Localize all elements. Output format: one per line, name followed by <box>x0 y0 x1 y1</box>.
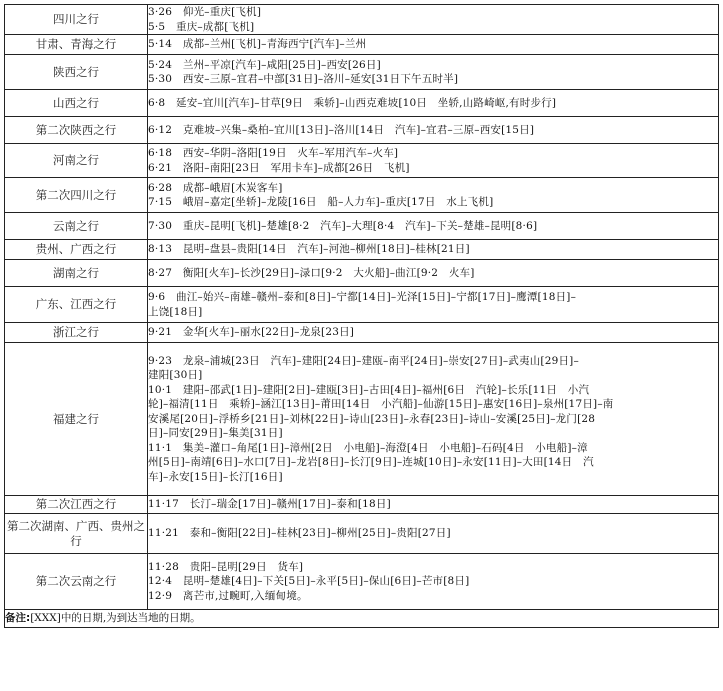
route-cell <box>148 178 719 213</box>
route-cell <box>148 514 719 554</box>
route-line: 9·23 龙泉–浦城[23日 汽车]–建阳[24日]–建瓯–南平[24日]–崇安[27日]–武夷山[29日]– <box>148 354 579 367</box>
route-line: 车]–永安[15日]–长汀[16日] <box>148 470 283 483</box>
route-line: 5·5 重庆–成都[飞机] <box>148 20 255 33</box>
route-line: 5·14 成都–兰州[飞机]–青海西宁[汽车]–兰州 <box>148 38 367 51</box>
route-line: 8·13 昆明–盘县–贵阳[14日 汽车]–河池–柳州[18日]–桂林[21日] <box>148 243 470 256</box>
itinerary-body <box>5 5 719 628</box>
itinerary-row <box>5 287 719 323</box>
route-line: 5·24 兰州–平凉[汽车]–咸阳[25日]–西安[26日] <box>148 58 381 71</box>
itinerary-row <box>5 35 719 55</box>
region-cell: 河南之行 <box>5 144 148 178</box>
route-cell <box>148 213 719 240</box>
route-cell <box>148 55 719 90</box>
route-line: 12·4 昆明–楚雄[4日]–下关[5日]–永平[5日]–保山[6日]–芒市[8日] <box>148 575 470 588</box>
region-cell: 广东、江西之行 <box>5 287 148 323</box>
route-line: 3·26 仰光–重庆[飞机] <box>148 6 262 18</box>
route-cell <box>148 90 719 117</box>
note-row <box>5 610 719 628</box>
route-cell <box>148 287 719 323</box>
route-line: 上饶[18日] <box>148 305 203 318</box>
route-line: 6·8 延安–宜川[汽车]–甘草[9日 乘轿]–山西克难坡[10日 坐轿,山路崎岖,有时步行] <box>148 96 557 109</box>
route-line: 11·1 集美–灌口–角尾[1日]–漳州[2日 小电船]–海澄[4日 小电船]–石码[4日 小电船]–漳 <box>148 441 588 454</box>
region-cell: 浙江之行 <box>5 323 148 343</box>
route-line: 8·27 衡阳[火车]–长沙[29日]–渌口[9·2 大火船]–曲江[9·2 火车] <box>148 266 475 279</box>
route-line: 日]–同安[29日]–集美[31日] <box>148 427 283 440</box>
route-line: 州[5日]–南靖[6日]–水口[7日]–龙岩[8日]–长汀[9日]–连城[10日]–永安[11日]–大田[14日 汽 <box>148 456 594 469</box>
note-label: 备注: <box>5 612 31 625</box>
region-cell: 第二次陕西之行 <box>5 117 148 144</box>
itinerary-row <box>5 260 719 287</box>
route-line: 12·9 离芒市,过畹町,入缅甸境。 <box>148 589 308 602</box>
note-cell <box>5 610 719 628</box>
region-cell: 陕西之行 <box>5 55 148 90</box>
itinerary-row <box>5 55 719 90</box>
route-cell <box>148 260 719 287</box>
itinerary-row <box>5 178 719 213</box>
region-cell: 四川之行 <box>5 5 148 35</box>
route-line: 9·21 金华[火车]–丽水[22日]–龙泉[23日] <box>148 326 355 339</box>
itinerary-table-wrapper <box>4 4 719 628</box>
itinerary-row <box>5 117 719 144</box>
region-cell: 福建之行 <box>5 343 148 496</box>
route-cell <box>148 554 719 610</box>
itinerary-row <box>5 323 719 343</box>
route-cell <box>148 496 719 514</box>
note-text: [XXX]中的日期,为到达当地的日期。 <box>30 612 201 625</box>
region-cell: 第二次湖南、广西、贵州之行 <box>5 514 148 554</box>
itinerary-row <box>5 144 719 178</box>
itinerary-row <box>5 343 719 496</box>
route-line: 6·21 洛阳–南阳[23日 军用卡车]–成都[26日 飞机] <box>148 161 410 174</box>
itinerary-row <box>5 90 719 117</box>
route-line: 6·28 成都–峨眉[木炭客车] <box>148 181 283 194</box>
route-cell <box>148 117 719 144</box>
region-cell: 第二次四川之行 <box>5 178 148 213</box>
region-cell: 第二次江西之行 <box>5 496 148 514</box>
route-line: 安溪尾[20日]–浮桥乡[21日]–刘林[22日]–诗山[23日]–永春[23日]–诗山–安溪[25日]–龙门[28 <box>148 412 596 425</box>
route-line: 11·17 长汀–瑞金[17日]–赣州[17日]–泰和[18日] <box>148 498 391 511</box>
route-line: 7·15 峨眉–嘉定[坐轿]–龙陵[16日 船–人力车]–重庆[17日 水上飞机] <box>148 196 494 208</box>
itinerary-row <box>5 240 719 260</box>
route-line: 6·12 克难坡–兴集–桑柏–宜川[13日]–洛川[14日 汽车]–宜君–三原–西安[15日] <box>148 123 535 136</box>
region-cell: 湖南之行 <box>5 260 148 287</box>
route-cell <box>148 144 719 178</box>
region-cell: 甘肃、青海之行 <box>5 35 148 55</box>
route-cell <box>148 35 719 55</box>
region-cell: 第二次云南之行 <box>5 554 148 610</box>
route-cell <box>148 240 719 260</box>
itinerary-row <box>5 213 719 240</box>
route-line: 轮]–福清[11日 乘轿]–涵江[13日]–莆田[14日 小汽船]–仙游[15日]–惠安[16日]–泉州[17日]–南 <box>148 398 614 411</box>
route-cell <box>148 343 719 496</box>
route-line: 11·28 贵阳–昆明[29日 货车] <box>148 560 304 573</box>
route-line: 10·1 建阳–邵武[1日]–建阳[2日]–建瓯[3日]–古田[4日]–福州[6日 汽轮]–长乐[11日 小汽 <box>148 383 590 396</box>
region-cell: 云南之行 <box>5 213 148 240</box>
itinerary-row <box>5 514 719 554</box>
itinerary-row <box>5 554 719 610</box>
itinerary-table <box>4 4 719 628</box>
route-cell <box>148 5 719 35</box>
route-cell <box>148 323 719 343</box>
route-line: 6·18 西安–华阴–洛阳[19日 火车–军用汽车–火车] <box>148 147 399 159</box>
region-cell: 贵州、广西之行 <box>5 240 148 260</box>
route-line: 建阳[30日] <box>148 369 203 382</box>
itinerary-row <box>5 496 719 514</box>
route-line: 5·30 西安–三原–宜君–中部[31日]–洛川–延安[31日下午五时半] <box>148 73 459 85</box>
itinerary-row <box>5 5 719 35</box>
route-line: 11·21 泰和–衡阳[22日]–桂林[23日]–柳州[25日]–贵阳[27日] <box>148 527 451 540</box>
region-cell: 山西之行 <box>5 90 148 117</box>
route-line: 7·30 重庆–昆明[飞机]–楚雄[8·2 汽车]–大理[8·4 汽车]–下关–楚雄–昆明[8·6] <box>148 219 538 232</box>
route-line: 9·6 曲江–始兴–南雄–赣州–泰和[8日]–宁都[14日]–光泽[15日]–宁都[17日]–鹰潭[18日]– <box>148 291 577 303</box>
